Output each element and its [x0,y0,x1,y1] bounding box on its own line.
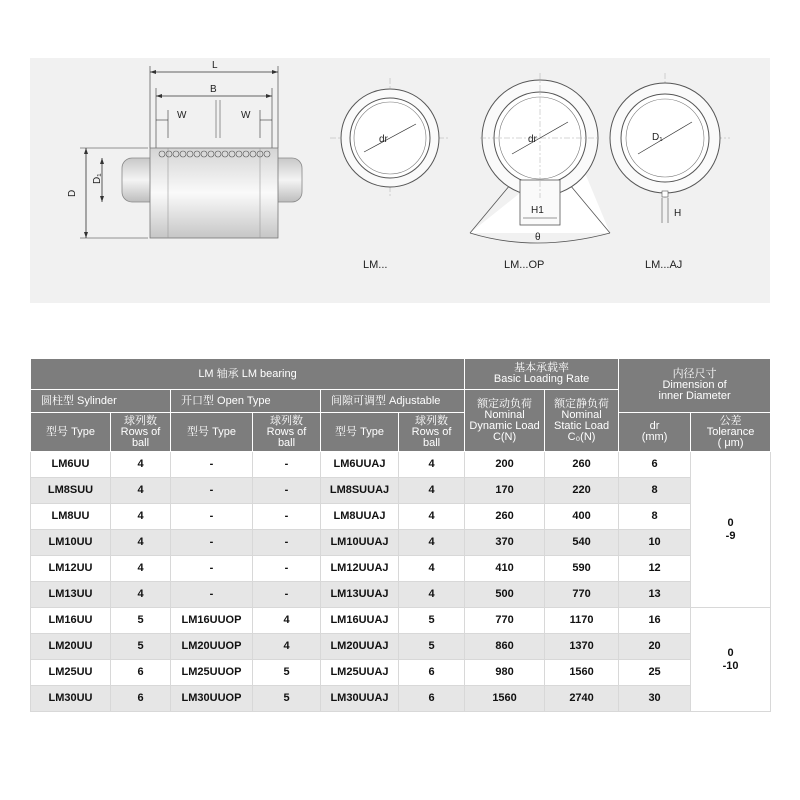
cell-model-open: - [171,478,253,504]
cell-rows-open: - [253,530,321,556]
table-row [31,530,771,556]
cell-dr: 13 [619,582,691,608]
cell-dr: 20 [619,634,691,660]
cell-rows-open: - [253,504,321,530]
cell-dynamic-load: 980 [465,660,545,686]
dim-label-D1: D₁ [92,173,103,184]
caption-lm-aj: LM...AJ [645,259,683,271]
header-stat-cn: 额定静负荷 [554,397,610,410]
table-row [31,504,771,530]
cell-static-load: 1560 [545,660,619,686]
cell-rows-adjustable: 4 [399,504,465,530]
header-dimension [619,359,771,413]
cell-rows-adjustable: 6 [399,660,465,686]
cell-model-open: LM16UUOP [171,608,253,634]
table-row [31,686,771,712]
header-stat-en1: Nominal [561,408,602,421]
cell-model-adjustable: LM13UUAJ [321,582,399,608]
cell-model-sylinder: LM13UU [31,582,111,608]
cell-model-sylinder: LM20UU [31,634,111,660]
header-dyn-en2: Dynamic Load [469,419,540,432]
dim-label-L: L [212,60,218,71]
header-rows-open [253,413,321,452]
cell-dynamic-load: 500 [465,582,545,608]
dim-label-H: H [674,208,682,219]
cell-rows-adjustable: 6 [399,686,465,712]
header-dr-unit: (mm) [641,431,668,443]
cell-model-adjustable: LM8UUAJ [321,504,399,530]
cell-dr: 6 [619,452,691,478]
header-open-type: 开口型 Open Type [171,390,321,413]
header-tol-unit: ( μm) [717,436,744,449]
cell-model-adjustable: LM30UUAJ [321,686,399,712]
header-rows-en1: Rows of [411,425,452,438]
cell-rows-open: - [253,478,321,504]
cell-model-sylinder: LM30UU [31,686,111,712]
end-view-lm [330,78,450,271]
cell-static-load: 540 [545,530,619,556]
dim-label-W-right: W [241,110,251,121]
cell-rows-sylinder: 4 [111,504,171,530]
cell-dr: 25 [619,660,691,686]
header-dyn-cn: 额定动负荷 [477,397,533,410]
table-row [31,452,771,478]
dim-label-D1-aj: D₁ [652,132,663,143]
spec-table [30,358,771,712]
cell-model-open: LM25UUOP [171,660,253,686]
bearing-drawings [30,58,770,303]
header-rows-adjustable [399,413,465,452]
cell-model-adjustable: LM10UUAJ [321,530,399,556]
header-basic-loading-en: Basic Loading Rate [493,373,590,385]
table-row [31,634,771,660]
cell-dynamic-load: 370 [465,530,545,556]
header-rows-en2: ball [422,436,441,449]
cell-rows-adjustable: 5 [399,608,465,634]
header-type-adjustable: 型号 Type [321,413,399,452]
header-rows-en2: ball [277,436,296,449]
cell-model-adjustable: LM20UUAJ [321,634,399,660]
header-dimension-en2: inner Diameter [658,390,731,402]
cell-dr: 10 [619,530,691,556]
cell-rows-sylinder: 6 [111,686,171,712]
header-dynamic-load [465,390,545,452]
header-dr-label: dr [649,420,660,432]
cell-dr: 16 [619,608,691,634]
cell-model-open: - [171,582,253,608]
dim-label-H1: H1 [531,205,544,216]
header-tol-en: Tolerance [706,425,755,438]
cell-model-open: - [171,556,253,582]
cell-model-open: - [171,530,253,556]
header-type-open: 型号 Type [171,413,253,452]
header-rows-cn: 球列数 [415,414,449,427]
cell-rows-sylinder: 4 [111,478,171,504]
cell-rows-sylinder: 5 [111,608,171,634]
cell-rows-open: 4 [253,608,321,634]
cell-dynamic-load: 410 [465,556,545,582]
cell-dynamic-load: 170 [465,478,545,504]
cell-model-open: - [171,504,253,530]
table-body [31,452,771,712]
header-rows-en1: Rows of [266,425,307,438]
cell-model-sylinder: LM6UU [31,452,111,478]
cell-rows-sylinder: 6 [111,660,171,686]
header-rows-en1: Rows of [120,425,161,438]
header-static-load [545,390,619,452]
header-dimension-en1: Dimension of [662,379,727,391]
dim-label-dr-lm: dr [379,134,388,145]
end-view-lm-op [470,73,610,271]
header-dimension-cn: 内径尺寸 [672,368,717,380]
tolerance-lower: -9 [725,529,736,542]
cell-model-adjustable: LM16UUAJ [321,608,399,634]
cell-static-load: 1170 [545,608,619,634]
header-tol-cn: 公差 [719,414,742,427]
cell-rows-open: - [253,452,321,478]
cell-model-open: LM30UUOP [171,686,253,712]
cell-rows-open: - [253,582,321,608]
cell-rows-sylinder: 4 [111,452,171,478]
table-header [31,359,771,452]
header-basic-loading-cn: 基本承载率 [514,362,570,374]
dim-label-B: B [210,84,217,95]
cell-rows-sylinder: 4 [111,530,171,556]
cell-model-sylinder: LM8SUU [31,478,111,504]
header-rows-cn: 球列数 [124,414,157,427]
cell-rows-adjustable: 4 [399,452,465,478]
header-type-sylinder: 型号 Type [31,413,111,452]
cell-model-open: LM20UUOP [171,634,253,660]
cell-static-load: 1370 [545,634,619,660]
cell-model-adjustable: LM25UUAJ [321,660,399,686]
table-row [31,660,771,686]
cell-model-adjustable: LM6UUAJ [321,452,399,478]
table-row [31,608,771,634]
cell-rows-open: 4 [253,634,321,660]
cell-rows-open: 5 [253,686,321,712]
header-tolerance [691,413,771,452]
cell-static-load: 590 [545,556,619,582]
dim-label-dr-op: dr [528,134,537,145]
cell-model-sylinder: LM16UU [31,608,111,634]
cell-rows-sylinder: 4 [111,556,171,582]
dim-label-W-left: W [177,110,187,121]
cell-model-open: - [171,452,253,478]
header-rows-sylinder [111,413,171,452]
cell-model-adjustable: LM12UUAJ [321,556,399,582]
header-dr [619,413,691,452]
cell-model-sylinder: LM25UU [31,660,111,686]
cell-model-sylinder: LM12UU [31,556,111,582]
dim-label-theta: θ [535,232,541,243]
cell-rows-open: 5 [253,660,321,686]
cell-dynamic-load: 200 [465,452,545,478]
cell-model-sylinder: LM10UU [31,530,111,556]
tolerance-upper: 0 [727,646,734,659]
dim-label-D: D [67,189,78,197]
caption-lm-op: LM...OP [504,259,545,271]
tolerance-lower: -10 [722,659,739,672]
header-rows-cn: 球列数 [270,414,303,427]
cell-model-sylinder: LM8UU [31,504,111,530]
cell-dr: 8 [619,504,691,530]
table-row [31,582,771,608]
cell-dynamic-load: 260 [465,504,545,530]
cell-static-load: 400 [545,504,619,530]
header-stat-en2: Static Load [554,419,610,432]
cell-dynamic-load: 1560 [465,686,545,712]
table-row [31,478,771,504]
header-dyn-en3: C(N) [492,430,517,443]
header-sylinder: 圆柱型 Sylinder [31,390,171,413]
table-row [31,556,771,582]
bearing-diagram [30,58,770,303]
cell-dr: 8 [619,478,691,504]
header-lm-bearing: LM 轴承 LM bearing [31,359,465,390]
cell-rows-open: - [253,556,321,582]
cell-static-load: 770 [545,582,619,608]
cell-static-load: 220 [545,478,619,504]
cell-rows-adjustable: 4 [399,478,465,504]
cell-rows-sylinder: 5 [111,634,171,660]
cell-dr: 30 [619,686,691,712]
cell-tolerance-group [691,452,771,608]
cell-rows-sylinder: 4 [111,582,171,608]
cell-rows-adjustable: 4 [399,556,465,582]
header-adjustable: 间隙可调型 Adjustable [321,390,465,413]
cell-rows-adjustable: 4 [399,582,465,608]
cell-dynamic-load: 770 [465,608,545,634]
cell-dr: 12 [619,556,691,582]
cell-tolerance-group [691,608,771,712]
cell-rows-adjustable: 4 [399,530,465,556]
side-view [67,60,302,238]
tolerance-upper: 0 [727,516,734,529]
cell-model-adjustable: LM8SUUAJ [321,478,399,504]
cell-rows-adjustable: 5 [399,634,465,660]
cell-dynamic-load: 860 [465,634,545,660]
header-stat-en3: C₀(N) [567,430,596,443]
header-rows-en2: ball [131,436,150,449]
cell-static-load: 2740 [545,686,619,712]
header-basic-loading [465,359,619,390]
cell-static-load: 260 [545,452,619,478]
caption-lm: LM... [363,259,388,271]
header-dyn-en1: Nominal [484,408,525,421]
end-view-lm-aj [610,73,730,271]
